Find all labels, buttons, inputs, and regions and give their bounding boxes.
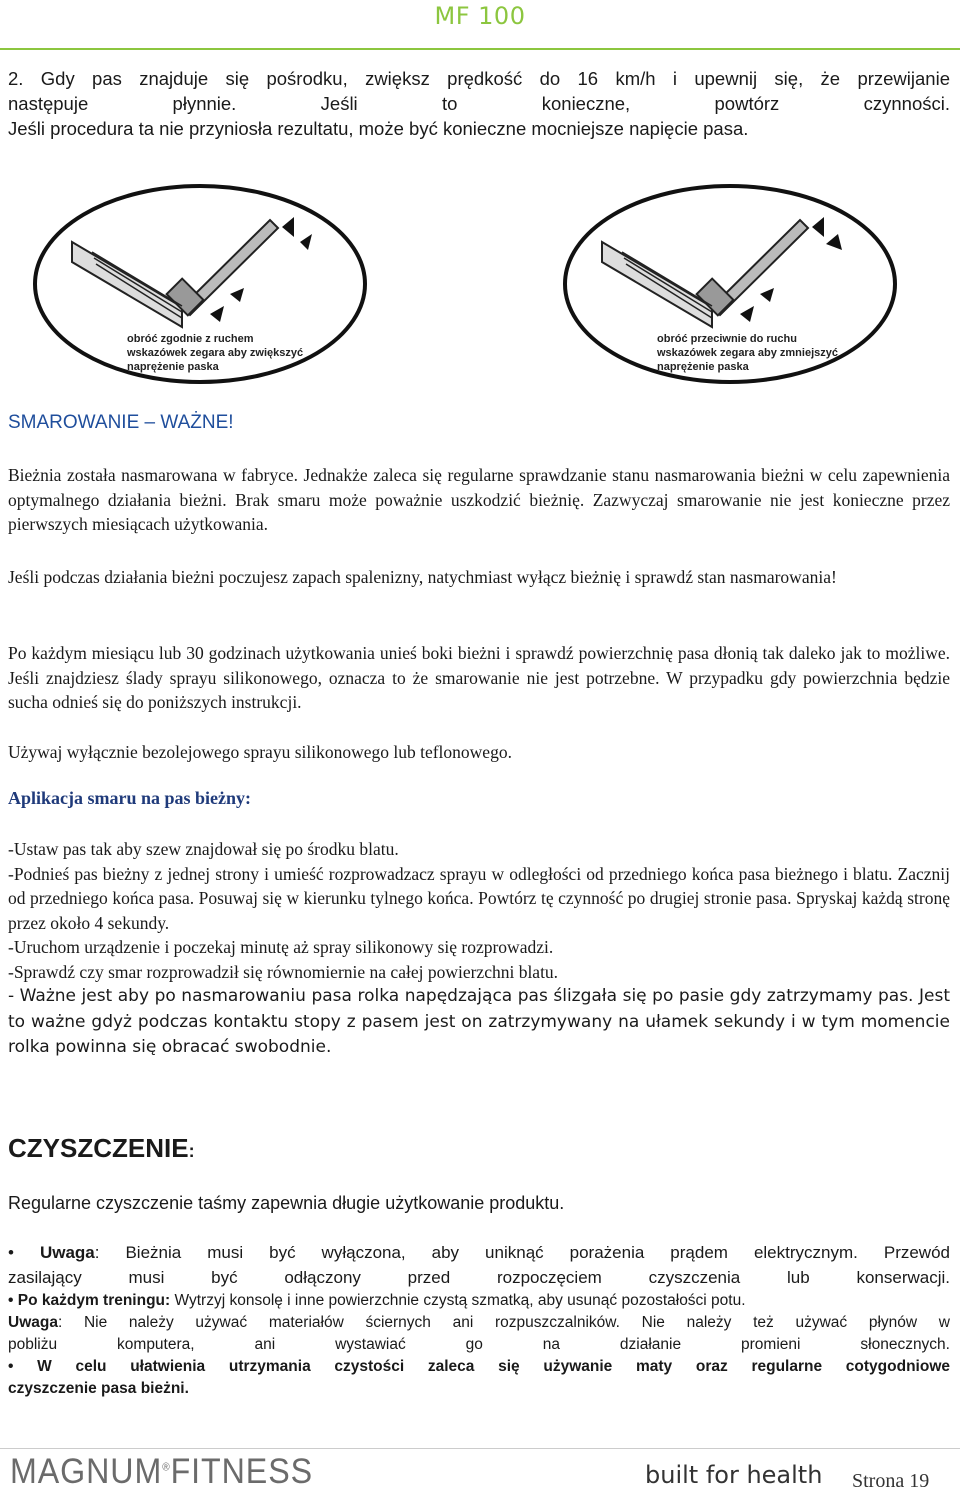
intro-paragraph — [8, 66, 950, 141]
application-heading: Aplikacja smaru na pas bieżny: — [8, 788, 252, 808]
intro-line-2: następuje płynnie. Jeśli to konieczne, powtórz czynności. — [8, 93, 950, 114]
note-1-text-a: : Bieżnia musi być wyłączona, aby uniknąć porażenia prądem elektrycznym. Przewód — [94, 1243, 950, 1262]
cleaning-heading-colon: : — [188, 1141, 195, 1161]
note-4-text-b: czyszczenie pasa bieżni. — [8, 1380, 189, 1397]
step-5: - Ważne jest aby po nasmarowaniu pasa rolka napędzająca pas ślizgała się po pasie gdy zatrzymamy pas. Jest to ważne gdyż podczas kontaktu stopy z pasem jest on zatrzymywany na ułamek sekundy i w tym momencie rolka powinna się obracać swobodnie. — [8, 986, 950, 1057]
intro-line-1: 2. Gdy pas znajduje się pośrodku, zwiększ prędkość do 16 km/h i upewnij się, że przewijanie — [8, 68, 950, 89]
step-2: -Podnieś pas bieżny z jednej strony i umieść rozprowadzacz sprayu w odległości od przedniego końca pasa bieżnego i blatu. Zacznij od przedniego końca pasa. Posuwaj się w kierunku tylnego końca. Powtórz tę czynność po drugiej stronie pasa. Spryskaj każdą stronę przez około 4 sekundy. — [8, 863, 950, 933]
loosen-caption-3: naprężenie paska — [657, 361, 749, 373]
loosen-caption-1: obróć przeciwnie do ruchu — [657, 333, 797, 345]
bullet-icon: • — [8, 1358, 14, 1375]
lubrication-heading: SMAROWANIE – WAŻNE! — [8, 412, 234, 433]
lubrication-paragraph-1: Bieżnia została nasmarowana w fabryce. Jednakże zaleca się regularne sprawdzanie stanu nasmarowania bieżni w celu zapewnienia optymalnego działania bieżni. Brak smaru może poważnie uszkodzić bieżnię. Zazwyczaj smarowanie nie jest konieczne przez pierwszych miesiącach użytkowania. — [8, 465, 950, 534]
brand-part-2: FITNESS — [170, 1452, 313, 1491]
tighten-caption-2: wskazówek zegara aby zwiększyć — [127, 347, 304, 359]
note-4-line-2 — [8, 1378, 950, 1400]
lubrication-paragraph-2: Jeśli podczas działania bieżni poczujesz zapach spalenizny, natychmiast wyłącz bieżnię i sprawdź stan nasmarowania! — [8, 567, 837, 587]
header-divider — [0, 48, 960, 50]
note-2-label: Po każdym treningu: — [17, 1292, 171, 1309]
note-3-line-2: pobliżu komputera, ani wystawiać go na działanie promieni słonecznych. — [8, 1336, 950, 1353]
footer-tagline: built for health — [645, 1461, 823, 1489]
tighten-caption-3: naprężenie paska — [127, 361, 219, 373]
note-1-label: Uwaga — [39, 1243, 95, 1262]
registered-mark: ® — [162, 1461, 171, 1474]
note-3-label: Uwaga — [8, 1314, 58, 1331]
note-2 — [8, 1290, 950, 1312]
tighten-belt-illustration — [32, 182, 372, 387]
application-steps — [8, 837, 950, 1061]
note-4-text-a: W celu ułatwienia utrzymania czystości zaleca się używanie maty oraz regularne cotygodniowe — [37, 1358, 950, 1375]
note-1-line-2: zasilający musi być odłączony przed rozpoczęciem czyszczenia lub konserwacji. — [8, 1268, 950, 1287]
page-number: Strona 19 — [852, 1470, 930, 1492]
footer-divider — [0, 1448, 960, 1449]
figure-loosen-belt — [562, 182, 902, 392]
page-header-title: MF 100 — [434, 2, 526, 30]
lubrication-paragraph-3: Po każdym miesiącu lub 30 godzinach użytkowania unieś boki bieżni i sprawdź powierzchnię pasa dłonią tak daleko jak to możliwe. Jeśli znajdziesz ślady sprayu silikonowego, oznacza to że smarowanie nie jest potrzebne. W przypadku gdy powierzchnia będzie sucha odnieś się do poniższych instrukcji. — [8, 643, 950, 712]
bullet-icon: • — [8, 1292, 14, 1309]
bullet-icon: • — [8, 1243, 14, 1262]
note-3-line-1 — [8, 1312, 950, 1334]
figure-tighten-belt — [32, 182, 372, 392]
note-4-line-1 — [8, 1356, 950, 1378]
cleaning-heading — [8, 1133, 950, 1164]
note-1-line-1 — [8, 1240, 950, 1265]
note-2-text: Wytrzyj konsolę i inne powierzchnie czystą szmatką, aby usunąć pozostałości potu. — [170, 1292, 746, 1309]
note-3-text-a: : Nie należy używać materiałów ściernych ani rozpuszczalników. Nie należy też używać płynów w — [57, 1314, 950, 1331]
intro-line-3: Jeśli procedura ta nie przyniosła rezultatu, może być konieczne mocniejsze napięcie pasa. — [8, 118, 749, 139]
brand-logo — [10, 1452, 313, 1492]
step-1: -Ustaw pas tak aby szew znajdował się po środku blatu. — [8, 839, 399, 859]
brand-part-1: MAGNUM — [10, 1452, 163, 1491]
loosen-belt-illustration — [562, 182, 902, 387]
tighten-caption-1: obróć zgodnie z ruchem — [127, 333, 254, 345]
loosen-caption-2: wskazówek zegara aby zmniejszyć — [657, 347, 838, 359]
cleaning-heading-text: CZYSZCZENIE — [8, 1133, 189, 1163]
step-3: -Uruchom urządzenie i poczekaj minutę aż spray silikonowy się rozprowadzi. — [8, 937, 554, 957]
lubrication-paragraph-4: Używaj wyłącznie bezolejowego sprayu silikonowego lub teflonowego. — [8, 742, 512, 762]
cleaning-notes — [8, 1240, 950, 1400]
cleaning-intro: Regularne czyszczenie taśmy zapewnia długie użytkowanie produktu. — [8, 1193, 565, 1213]
step-4: -Sprawdź czy smar rozprowadził się równomiernie na całej powierzchni blatu. — [8, 961, 559, 982]
